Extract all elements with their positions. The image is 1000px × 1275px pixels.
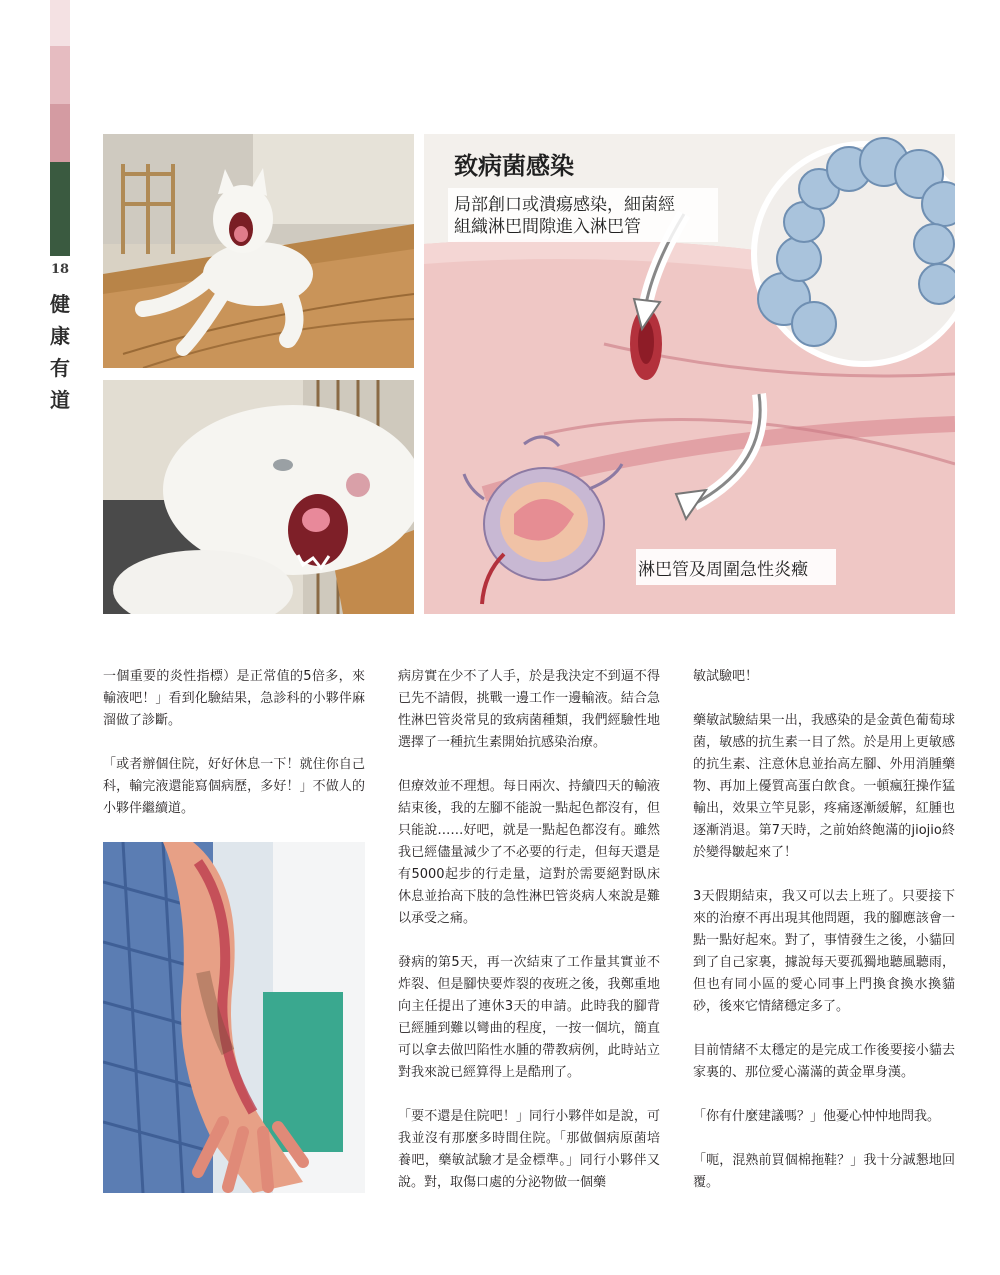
page-number: 18 [50,262,70,277]
cat-on-table-photo [103,134,414,368]
illustration-caption-top-line1: 局部創口或潰瘍感染，細菌經 [454,195,675,215]
section-title-char: 健 [50,292,70,316]
paragraph: 「或者辦個住院，好好休息一下！就住你自己科，輸完液還能寫個病歷，多好！」不做人的小夥伴繼續道。 [103,757,365,816]
paragraph: 目前情緒不太穩定的是完成工作後要接小貓去家裏的、那位愛心滿滿的黃金單身漢。 [693,1043,955,1080]
paragraph: 一個重要的炎性指標）是正常值的5倍多，來輸液吧！」看到化驗結果，急診科的小夥伴麻溜做了診斷。 [103,669,365,728]
section-title [49,288,71,416]
paragraph: 「要不還是住院吧！」同行小夥伴如是說，可我並沒有那麼多時間住院。「那做個病原菌培養吧，藥敏試驗才是金標準。」同行小夥伴又說。對，取傷口處的分泌物做一個藥 [398,1109,660,1190]
paragraph: 但療效並不理想。每日兩次、持續四天的輸液結束後，我的左腳不能說一點起色都沒有，但只能說……好吧，就是一點起色都沒有。雖然我已經儘量減少了不必要的行走，但每天還是有5000起步的行走量，這對於需要絕對臥床休息並抬高下肢的急性淋巴管炎病人來說是難以承受之痛。 [398,779,660,926]
paragraph: 敏試驗吧！ [693,669,759,684]
text-column-2 [398,666,660,1194]
swollen-arm-photo [103,842,365,1193]
cat-yawning-photo [103,380,414,614]
illustration-caption-top-line2: 組織淋巴間隙進入淋巴管 [454,217,641,237]
color-strip-top [50,0,70,46]
color-strip-mid2 [50,104,70,162]
color-strip-bottom [50,162,70,256]
paragraph: 「呃，混熟前買個棉拖鞋？」我十分誠懇地回覆。 [693,1153,955,1190]
illustration-caption-bottom: 淋巴管及周圍急性炎癥 [638,560,808,580]
section-title-char: 有 [50,356,70,380]
paragraph: 3天假期結束，我又可以去上班了。只要接下來的治療不再出現其他問題，我的腳應該會一點一點好起來。對了，事情發生之後，小貓回到了自己家裏，據說每天要孤獨地聽風聽雨，但也有同小區的愛心同事上門換食換水換貓砂，後來它情緒穩定多了。 [693,889,955,1014]
lymphangitis-illustration [424,134,955,614]
color-strip-mid1 [50,46,70,104]
paragraph: 藥敏試驗結果一出，我感染的是金黃色葡萄球菌，敏感的抗生素一目了然。於是用上更敏感的抗生素、注意休息並抬高左腳、外用消腫藥物、再加上優質高蛋白飲食。一頓瘋狂操作猛輸出，效果立竿見影，疼痛逐漸緩解，紅腫也逐漸消退。第7天時，之前始終飽滿的jiojio終於變得皺起來了！ [693,713,955,860]
text-column-3 [693,666,955,1194]
text-column-1 [103,666,365,820]
paragraph: 「你有什麼建議嗎？」他憂心忡忡地問我。 [693,1109,941,1124]
paragraph: 發病的第5天，再一次結束了工作量其實並不炸裂、但是腳快要炸裂的夜班之後，我鄭重地向主任提出了連休3天的申請。此時我的腳背已經腫到難以彎曲的程度，一按一個坑，簡直可以拿去做凹陷性水腫的帶教病例，此時站立對我來說已經算得上是酷刑了。 [398,955,660,1080]
paragraph: 病房實在少不了人手，於是我決定不到逼不得已先不請假，挑戰一邊工作一邊輸液。結合急性淋巴管炎常見的致病菌種類，我們經驗性地選擇了一種抗生素開始抗感染治療。 [398,669,660,750]
section-title-char: 道 [50,388,70,412]
illustration-title: 致病菌感染 [454,152,574,180]
section-title-char: 康 [50,324,70,348]
